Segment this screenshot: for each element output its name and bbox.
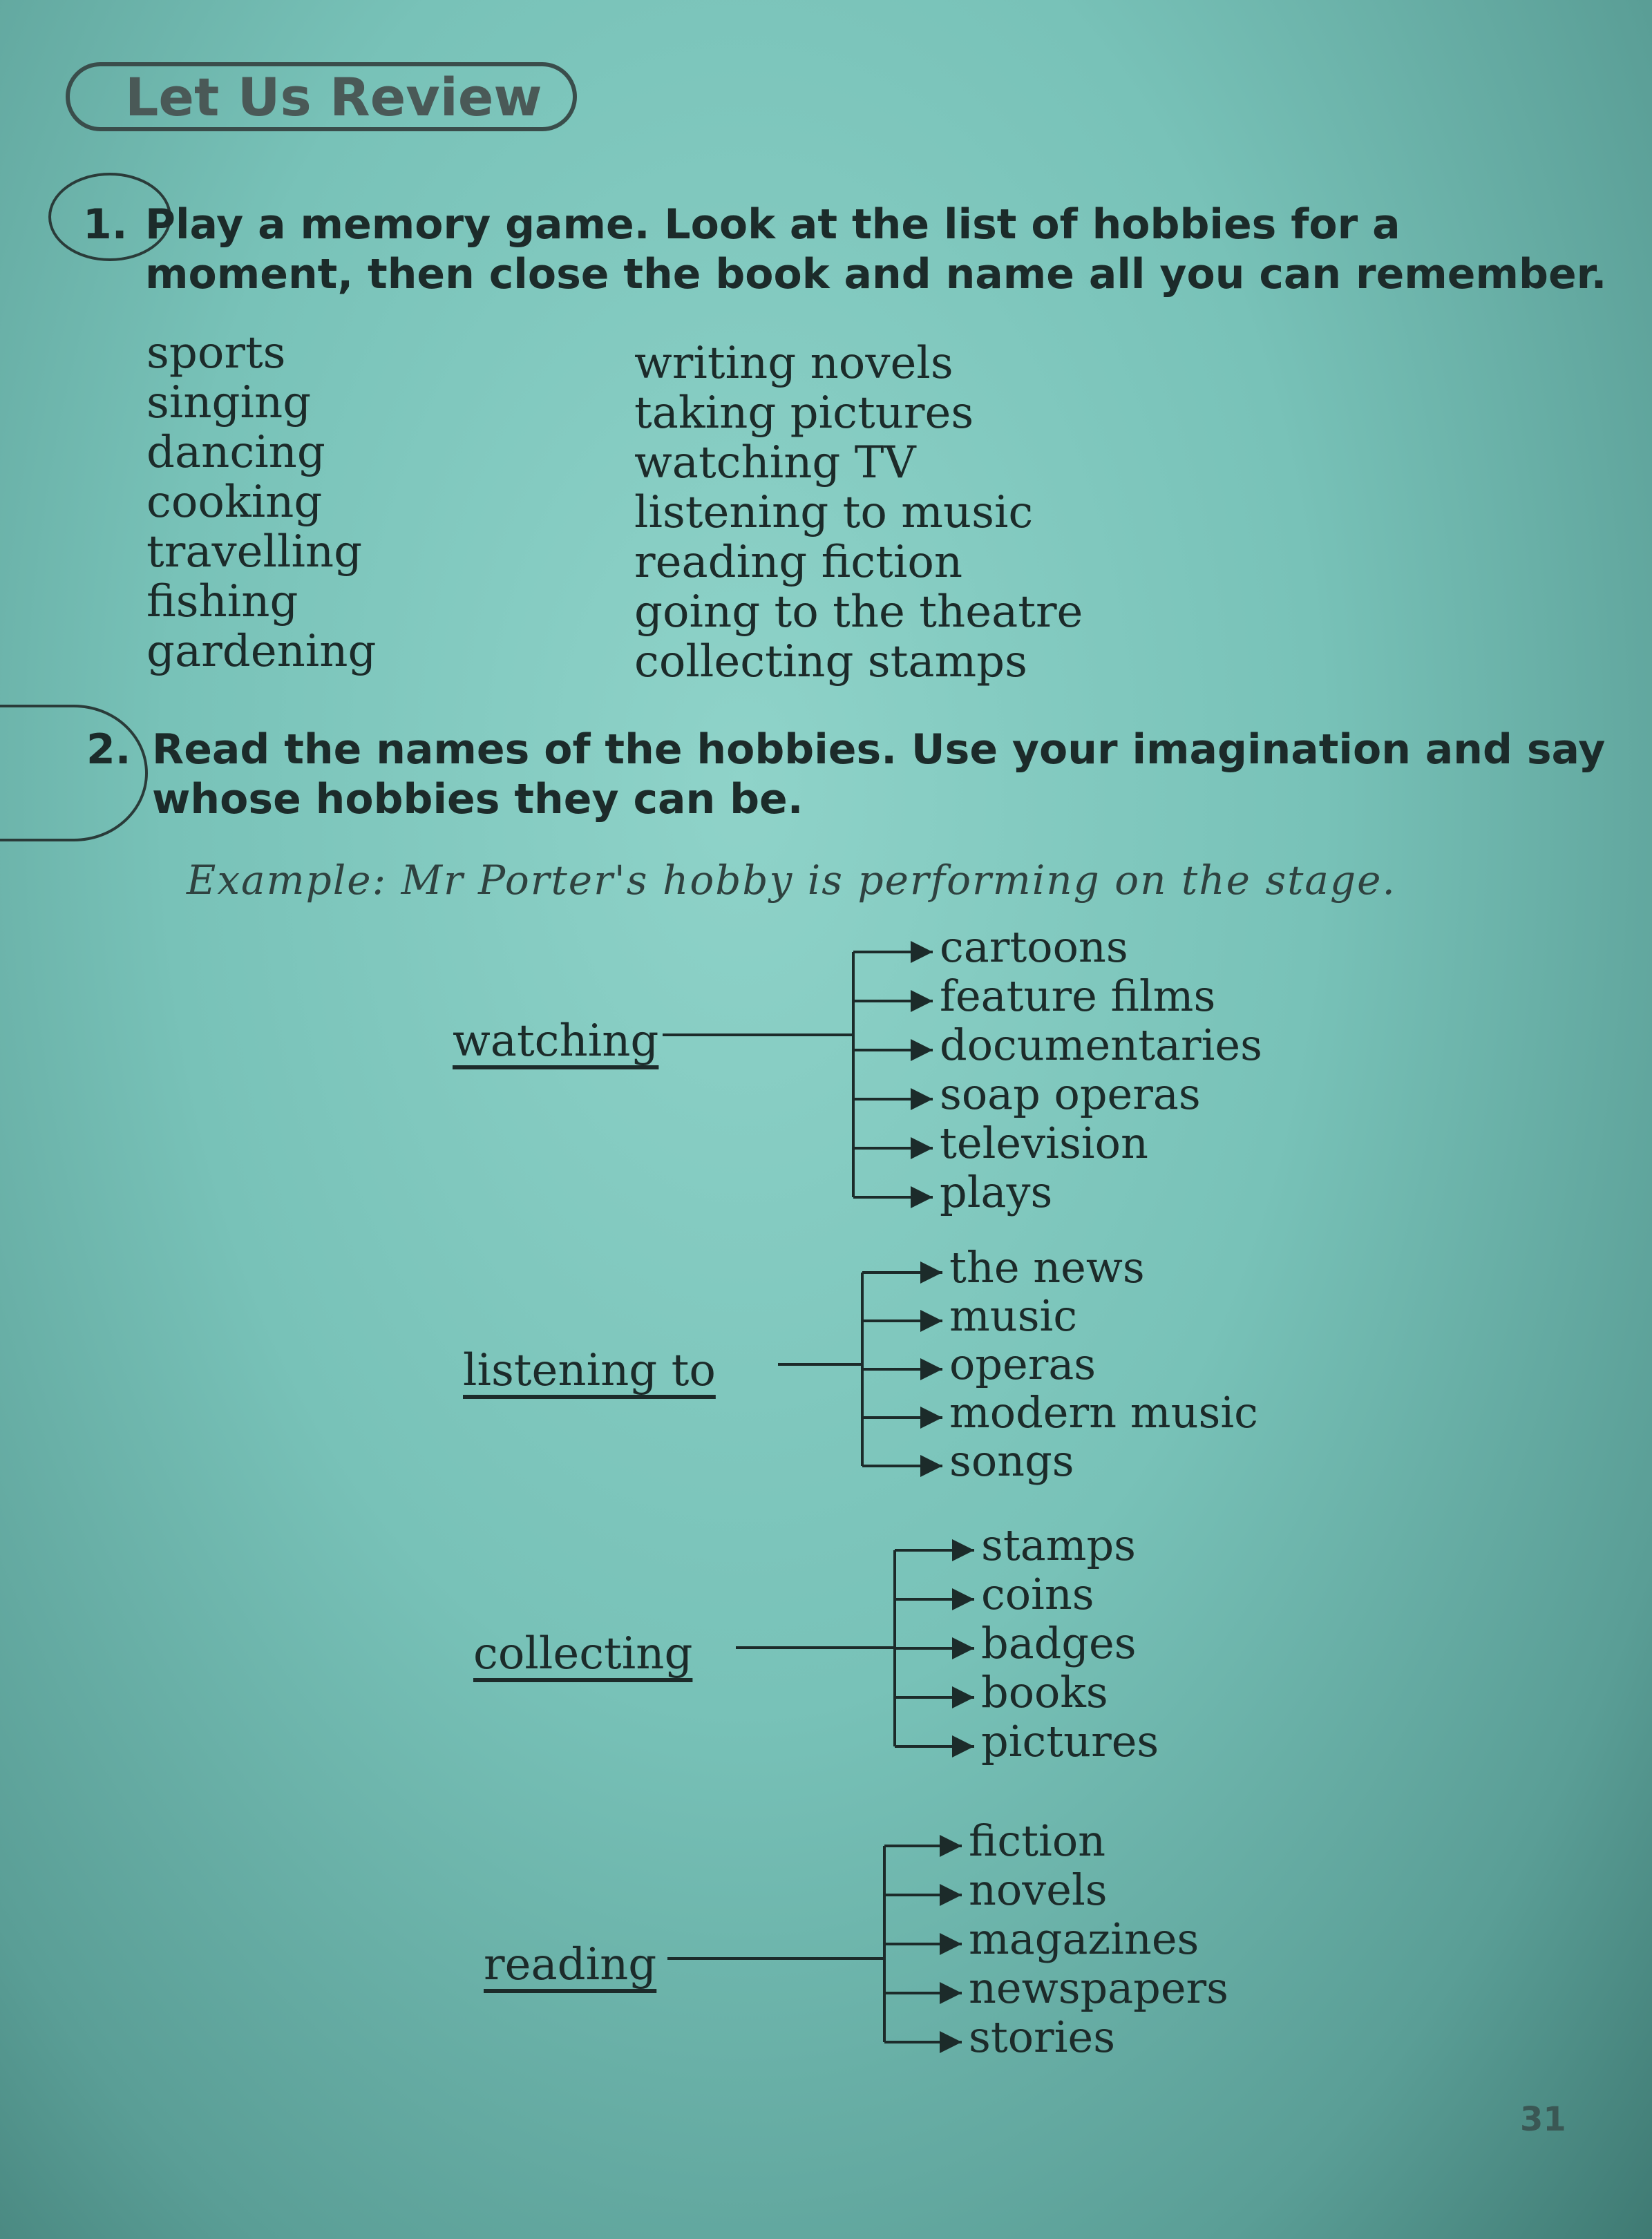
tree-leaf: television xyxy=(940,1118,1148,1168)
tree-leaf: the news xyxy=(949,1242,1145,1293)
list-item: travelling xyxy=(146,526,363,578)
task2-number: 2. xyxy=(86,725,131,774)
section-title: Let Us Review xyxy=(125,66,542,128)
tree-head: reading xyxy=(484,1939,657,1990)
tree-leaf: songs xyxy=(949,1436,1074,1486)
list-item: reading fiction xyxy=(634,537,963,588)
tree-leaf: plays xyxy=(940,1167,1053,1217)
list-item: dancing xyxy=(146,427,325,478)
page-number: 31 xyxy=(1520,2100,1566,2139)
tree-head: collecting xyxy=(473,1628,693,1679)
example-sentence: Example: Mr Porter's hobby is performing on the stage. xyxy=(187,857,1396,904)
tree-leaf: badges xyxy=(981,1618,1137,1668)
list-item: sports xyxy=(146,327,286,379)
tree-leaf: documentaries xyxy=(940,1020,1262,1070)
task1-instruction-line1: Play a memory game. Look at the list of hobbies for a xyxy=(145,200,1401,249)
list-item: writing novels xyxy=(634,338,953,389)
list-item: singing xyxy=(146,377,312,428)
tree-leaf: pictures xyxy=(981,1716,1159,1766)
task1-instruction-line2: moment, then close the book and name all you can remember. xyxy=(145,250,1607,298)
tree-leaf: stories xyxy=(969,2012,1116,2062)
tree-head: watching xyxy=(453,1016,659,1067)
tree-leaf: fiction xyxy=(969,1816,1106,1866)
list-item: gardening xyxy=(146,626,377,677)
tree-leaf: soap operas xyxy=(940,1069,1201,1119)
tree-leaf: newspapers xyxy=(969,1963,1228,2013)
list-item: going to the theatre xyxy=(634,587,1083,638)
tree-leaf: stamps xyxy=(981,1520,1136,1570)
list-item: listening to music xyxy=(634,487,1034,538)
list-item: watching TV xyxy=(634,437,916,488)
list-item: collecting stamps xyxy=(634,636,1027,687)
tree-leaf: operas xyxy=(949,1339,1096,1389)
task1-number: 1. xyxy=(83,200,128,249)
tree-leaf: magazines xyxy=(969,1914,1199,1964)
tree-leaf: books xyxy=(981,1667,1108,1717)
tree-head: listening to xyxy=(463,1345,716,1396)
task2-instruction-line1: Read the names of the hobbies. Use your imagination and say xyxy=(152,725,1606,774)
tree-leaf: cartoons xyxy=(940,922,1128,972)
list-item: cooking xyxy=(146,477,323,528)
task2-instruction-line2: whose hobbies they can be. xyxy=(152,775,804,823)
tree-leaf: feature films xyxy=(940,971,1216,1021)
list-item: fishing xyxy=(146,576,298,627)
list-item: taking pictures xyxy=(634,388,974,439)
tree-leaf: music xyxy=(949,1290,1078,1341)
tree-leaf: novels xyxy=(969,1865,1108,1915)
tree-leaf: coins xyxy=(981,1569,1094,1619)
tree-leaf: modern music xyxy=(949,1387,1258,1438)
